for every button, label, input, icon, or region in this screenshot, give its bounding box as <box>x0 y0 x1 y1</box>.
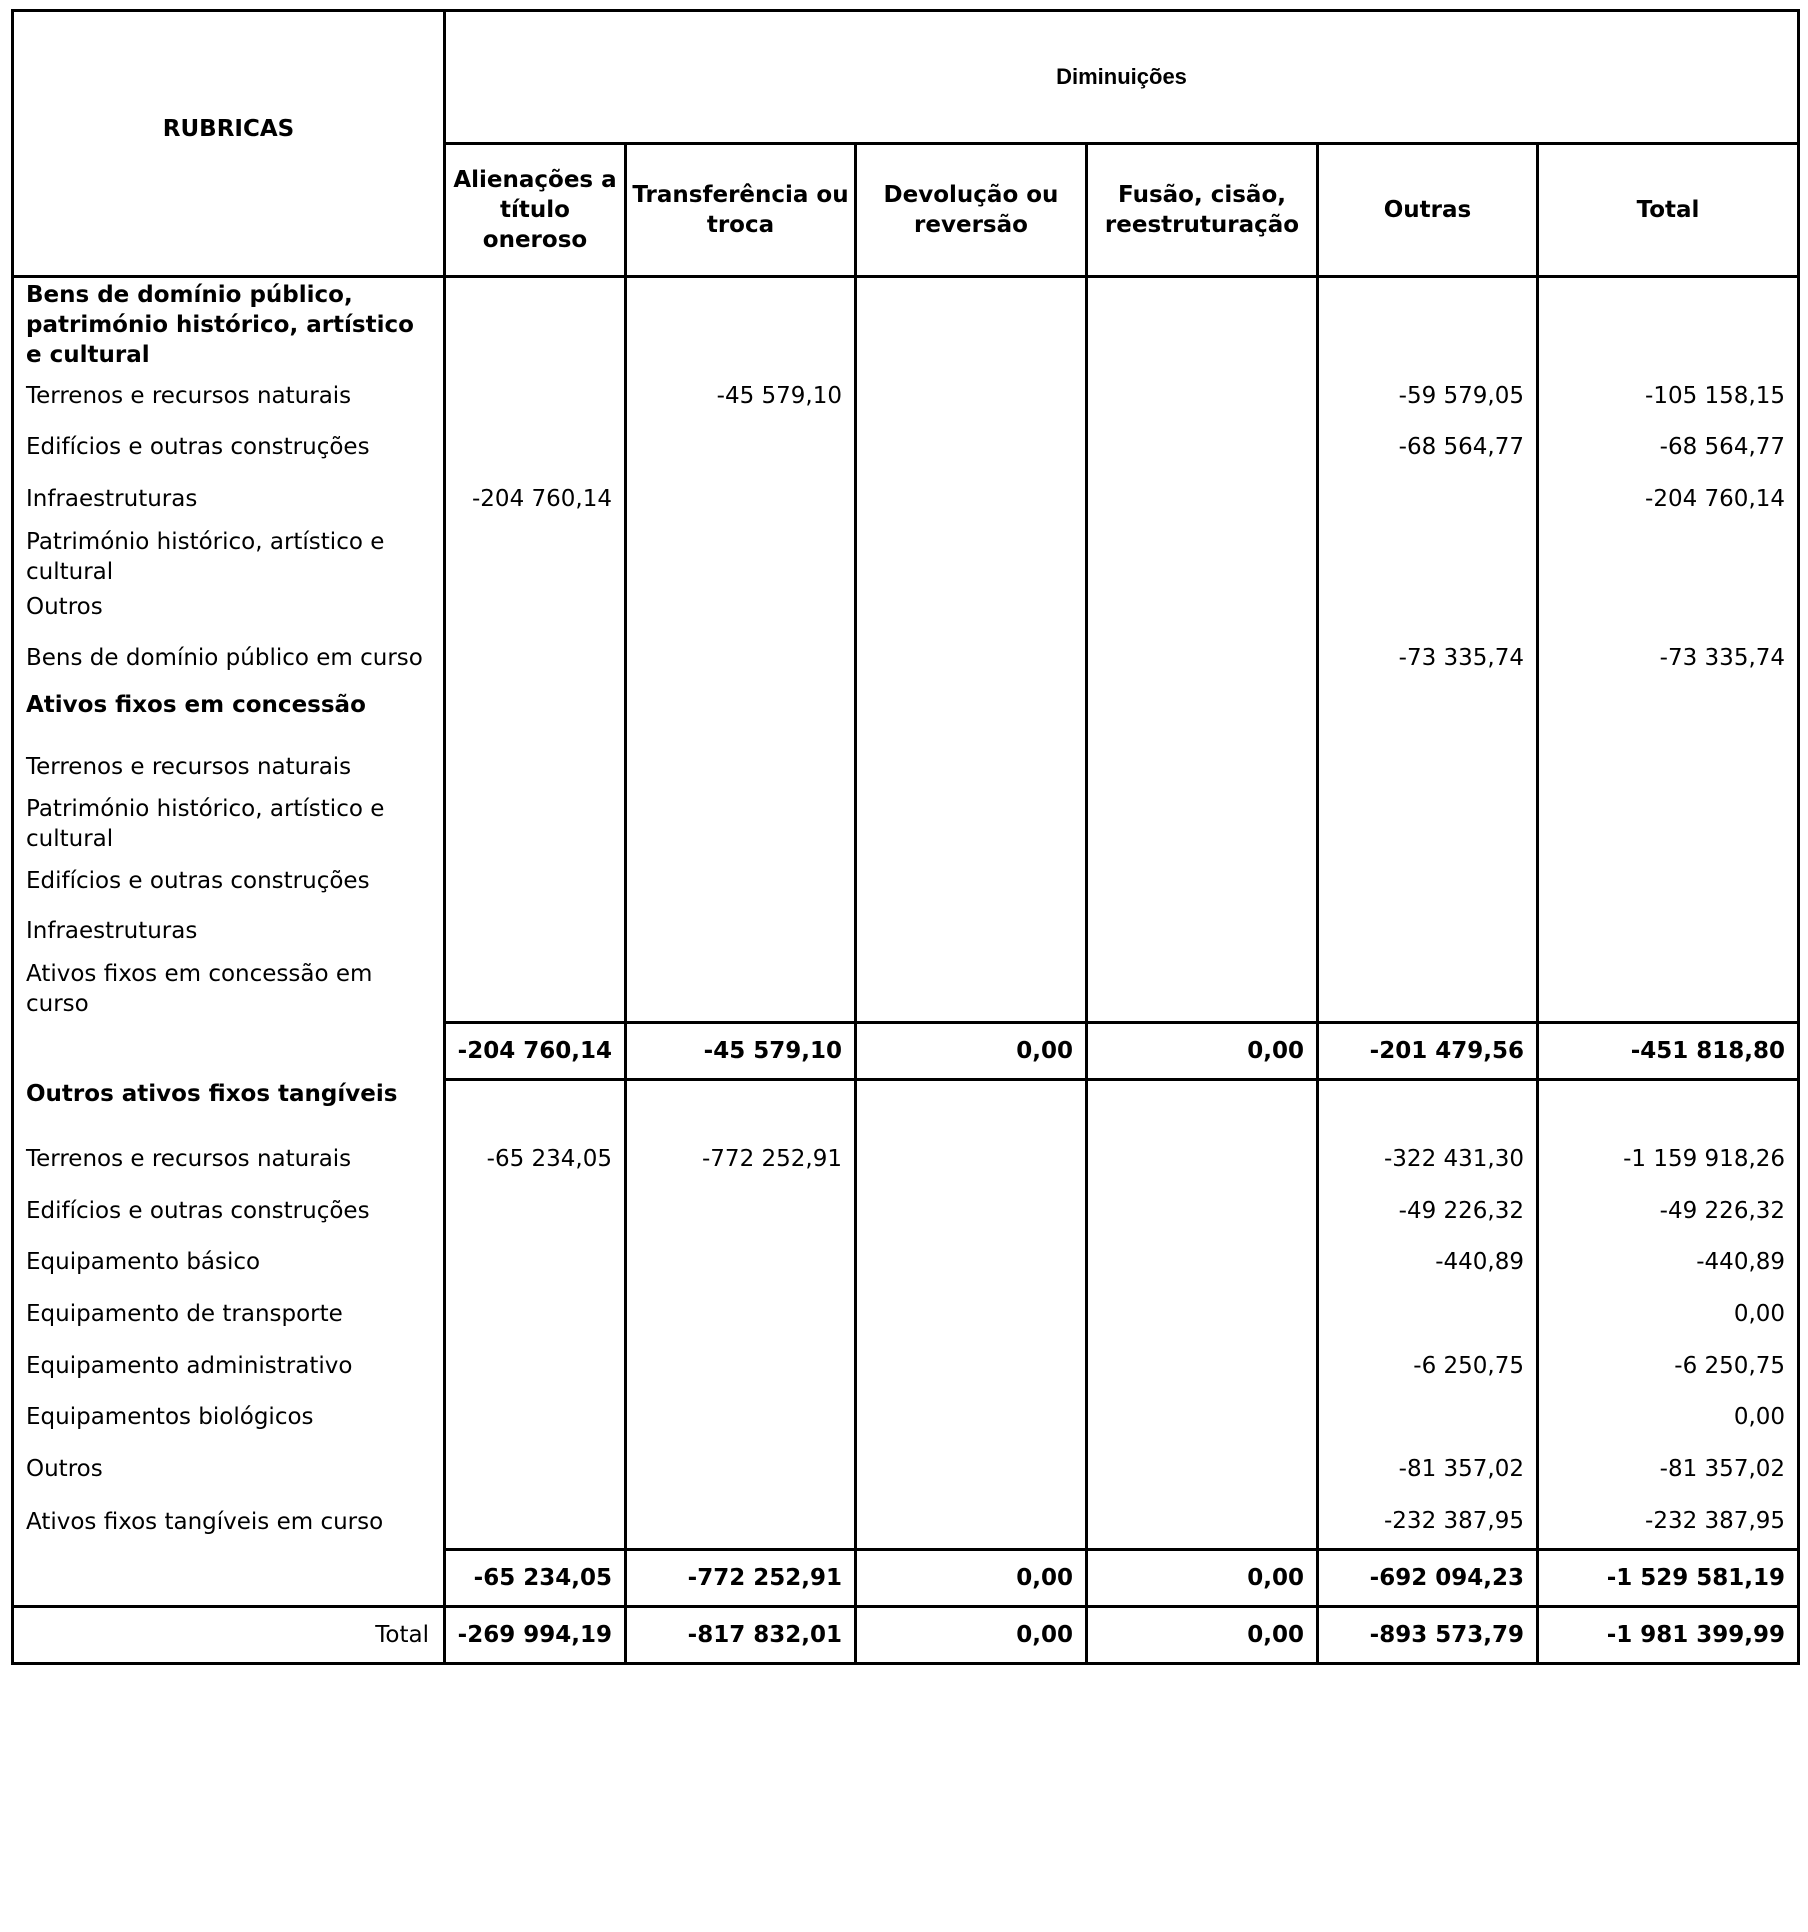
value-cell <box>445 906 626 956</box>
table-row <box>13 1443 1799 1495</box>
table-row <box>13 956 1799 1022</box>
table-row <box>13 1391 1799 1443</box>
value-cell <box>1087 588 1318 626</box>
value-cell: -440,89 <box>1538 1237 1799 1287</box>
value-cell <box>1087 1287 1318 1341</box>
value-cell: -440,89 <box>1318 1237 1538 1287</box>
value-cell: -68 564,77 <box>1538 422 1799 472</box>
value-cell <box>1087 1495 1318 1549</box>
value-cell <box>1087 906 1318 956</box>
total-value: 0,00 <box>856 1606 1087 1663</box>
value-cell <box>856 1287 1087 1341</box>
table-body <box>13 277 1799 1664</box>
value-cell: -232 387,95 <box>1538 1495 1799 1549</box>
value-cell <box>626 1185 856 1237</box>
total-label: Total <box>13 1606 445 1663</box>
value-cell <box>1087 1341 1318 1391</box>
header-alienacoes: Alienações a título oneroso <box>445 144 626 277</box>
row-label: Edifícios e outras construções <box>13 856 445 906</box>
value-cell <box>1087 626 1318 690</box>
value-cell <box>626 1391 856 1443</box>
empty-cell <box>1087 1079 1318 1133</box>
subtotal-value: 0,00 <box>1087 1022 1318 1079</box>
section-title-row <box>13 277 1799 371</box>
row-label: Terrenos e recursos naturais <box>13 742 445 792</box>
value-cell: -322 431,30 <box>1318 1133 1538 1185</box>
row-label: Equipamentos biológicos <box>13 1391 445 1443</box>
value-cell: -1 159 918,26 <box>1538 1133 1799 1185</box>
header-devolucao: Devolução ou reversão <box>856 144 1087 277</box>
value-cell <box>1087 1391 1318 1443</box>
value-cell <box>1318 526 1538 588</box>
value-cell: -81 357,02 <box>1318 1443 1538 1495</box>
value-cell <box>856 588 1087 626</box>
value-cell: -204 760,14 <box>1538 472 1799 526</box>
empty-cell <box>1538 1079 1799 1133</box>
subtotal-value: 0,00 <box>856 1022 1087 1079</box>
subtotal-label-cell <box>13 1549 445 1606</box>
value-cell <box>1087 856 1318 906</box>
section-title-row <box>13 690 1799 742</box>
subtotal-value: -692 094,23 <box>1318 1549 1538 1606</box>
header-total: Total <box>1538 144 1799 277</box>
value-cell <box>445 1237 626 1287</box>
total-value: -893 573,79 <box>1318 1606 1538 1663</box>
subtotal-value: -65 234,05 <box>445 1549 626 1606</box>
value-cell <box>626 1287 856 1341</box>
value-cell <box>1087 1133 1318 1185</box>
subtotal-value: 0,00 <box>856 1549 1087 1606</box>
value-cell <box>856 956 1087 1022</box>
table-row <box>13 370 1799 422</box>
empty-cell <box>1318 277 1538 371</box>
value-cell <box>1087 1443 1318 1495</box>
value-cell: -73 335,74 <box>1538 626 1799 690</box>
empty-cell <box>626 690 856 742</box>
table-row <box>13 626 1799 690</box>
total-row <box>13 1606 1799 1663</box>
value-cell <box>445 370 626 422</box>
diminuicoes-table <box>11 9 1800 1665</box>
value-cell: -204 760,14 <box>445 472 626 526</box>
row-label: Ativos fixos tangíveis em curso <box>13 1495 445 1549</box>
value-cell <box>1538 742 1799 792</box>
empty-cell <box>1538 277 1799 371</box>
subtotal-value: -201 479,56 <box>1318 1022 1538 1079</box>
value-cell <box>856 472 1087 526</box>
table-row <box>13 1341 1799 1391</box>
value-cell <box>626 906 856 956</box>
value-cell: -73 335,74 <box>1318 626 1538 690</box>
value-cell <box>626 1237 856 1287</box>
section-title: Outros ativos fixos tangíveis <box>13 1079 445 1133</box>
value-cell: 0,00 <box>1538 1391 1799 1443</box>
value-cell <box>445 956 626 1022</box>
table-row <box>13 526 1799 588</box>
row-label: Património histórico, artístico e cultural <box>13 792 445 856</box>
value-cell <box>856 370 1087 422</box>
value-cell <box>1087 526 1318 588</box>
row-label: Bens de domínio público em curso <box>13 626 445 690</box>
table-row <box>13 906 1799 956</box>
value-cell <box>856 1495 1087 1549</box>
row-label: Outros <box>13 588 445 626</box>
empty-cell <box>445 690 626 742</box>
value-cell <box>445 856 626 906</box>
empty-cell <box>1087 277 1318 371</box>
value-cell <box>1538 792 1799 856</box>
value-cell: -59 579,05 <box>1318 370 1538 422</box>
value-cell <box>626 588 856 626</box>
value-cell <box>1087 472 1318 526</box>
header-rubricas: RUBRICAS <box>13 11 445 277</box>
value-cell <box>1318 588 1538 626</box>
value-cell <box>1318 1287 1538 1341</box>
value-cell <box>1087 1237 1318 1287</box>
value-cell <box>626 1495 856 1549</box>
value-cell <box>445 1495 626 1549</box>
value-cell <box>1087 1185 1318 1237</box>
value-cell <box>1087 742 1318 792</box>
value-cell <box>445 588 626 626</box>
value-cell <box>856 742 1087 792</box>
value-cell <box>1538 956 1799 1022</box>
subtotal-value: -451 818,80 <box>1538 1022 1799 1079</box>
value-cell: -68 564,77 <box>1318 422 1538 472</box>
value-cell <box>626 1443 856 1495</box>
empty-cell <box>445 1079 626 1133</box>
row-label: Infraestruturas <box>13 472 445 526</box>
subtotal-label-cell <box>13 1022 445 1079</box>
empty-cell <box>626 277 856 371</box>
value-cell <box>1318 742 1538 792</box>
table-row <box>13 588 1799 626</box>
subtotal-value: -45 579,10 <box>626 1022 856 1079</box>
value-cell <box>445 1443 626 1495</box>
value-cell <box>856 1237 1087 1287</box>
value-cell: -6 250,75 <box>1538 1341 1799 1391</box>
value-cell <box>856 422 1087 472</box>
value-cell <box>1318 792 1538 856</box>
empty-cell <box>1318 1079 1538 1133</box>
value-cell: -81 357,02 <box>1538 1443 1799 1495</box>
row-label: Edifícios e outras construções <box>13 1185 445 1237</box>
row-label: Património histórico, artístico e cultural <box>13 526 445 588</box>
table-row <box>13 422 1799 472</box>
total-value: -1 981 399,99 <box>1538 1606 1799 1663</box>
header-outras: Outras <box>1318 144 1538 277</box>
value-cell <box>1087 956 1318 1022</box>
value-cell <box>626 742 856 792</box>
header-diminuicoes: Diminuições <box>445 11 1799 144</box>
value-cell <box>626 422 856 472</box>
table-row <box>13 1133 1799 1185</box>
subtotal-row <box>13 1549 1799 1606</box>
value-cell: -6 250,75 <box>1318 1341 1538 1391</box>
value-cell <box>626 956 856 1022</box>
value-cell <box>626 792 856 856</box>
value-cell <box>856 1391 1087 1443</box>
table-header <box>13 11 1799 277</box>
value-cell <box>626 856 856 906</box>
value-cell: -49 226,32 <box>1538 1185 1799 1237</box>
value-cell <box>1538 526 1799 588</box>
row-label: Equipamento básico <box>13 1237 445 1287</box>
value-cell <box>1318 906 1538 956</box>
value-cell <box>626 472 856 526</box>
empty-cell <box>1318 690 1538 742</box>
value-cell <box>1318 1391 1538 1443</box>
subtotal-value: -204 760,14 <box>445 1022 626 1079</box>
value-cell: -105 158,15 <box>1538 370 1799 422</box>
row-label: Edifícios e outras construções <box>13 422 445 472</box>
value-cell <box>445 1287 626 1341</box>
value-cell <box>445 792 626 856</box>
value-cell: -49 226,32 <box>1318 1185 1538 1237</box>
row-label: Equipamento administrativo <box>13 1341 445 1391</box>
section-title: Ativos fixos em concessão <box>13 690 445 742</box>
value-cell <box>445 1341 626 1391</box>
table-row <box>13 1185 1799 1237</box>
value-cell <box>445 422 626 472</box>
table-row <box>13 1495 1799 1549</box>
empty-cell <box>1538 690 1799 742</box>
row-label: Ativos fixos em concessão em curso <box>13 956 445 1022</box>
header-fusao: Fusão, cisão, reestruturação <box>1087 144 1318 277</box>
value-cell <box>856 1133 1087 1185</box>
row-label: Infraestruturas <box>13 906 445 956</box>
value-cell <box>445 742 626 792</box>
section-title-row <box>13 1079 1799 1133</box>
value-cell <box>1538 588 1799 626</box>
row-label: Outros <box>13 1443 445 1495</box>
value-cell <box>445 1185 626 1237</box>
value-cell <box>856 526 1087 588</box>
empty-cell <box>856 690 1087 742</box>
table-row <box>13 1287 1799 1341</box>
value-cell <box>445 526 626 588</box>
row-label: Terrenos e recursos naturais <box>13 1133 445 1185</box>
value-cell <box>626 526 856 588</box>
value-cell <box>856 856 1087 906</box>
table-row <box>13 742 1799 792</box>
value-cell: -45 579,10 <box>626 370 856 422</box>
empty-cell <box>445 277 626 371</box>
value-cell <box>856 1443 1087 1495</box>
table-row <box>13 472 1799 526</box>
table-row <box>13 1237 1799 1287</box>
value-cell <box>1318 856 1538 906</box>
value-cell <box>1087 422 1318 472</box>
total-value: -817 832,01 <box>626 1606 856 1663</box>
row-label: Equipamento de transporte <box>13 1287 445 1341</box>
subtotal-value: -1 529 581,19 <box>1538 1549 1799 1606</box>
value-cell <box>626 626 856 690</box>
value-cell <box>1087 370 1318 422</box>
empty-cell <box>856 1079 1087 1133</box>
total-value: -269 994,19 <box>445 1606 626 1663</box>
value-cell <box>856 1341 1087 1391</box>
value-cell: -772 252,91 <box>626 1133 856 1185</box>
section-title: Bens de domínio público, património histórico, artístico e cultural <box>13 277 445 371</box>
empty-cell <box>856 277 1087 371</box>
value-cell <box>856 1185 1087 1237</box>
value-cell <box>856 906 1087 956</box>
value-cell <box>1318 956 1538 1022</box>
value-cell: 0,00 <box>1538 1287 1799 1341</box>
value-cell <box>1087 792 1318 856</box>
subtotal-row <box>13 1022 1799 1079</box>
header-transferencia: Transferência ou troca <box>626 144 856 277</box>
subtotal-value: -772 252,91 <box>626 1549 856 1606</box>
row-label: Terrenos e recursos naturais <box>13 370 445 422</box>
table-row <box>13 856 1799 906</box>
value-cell <box>626 1341 856 1391</box>
value-cell <box>445 1391 626 1443</box>
value-cell <box>445 626 626 690</box>
table-row <box>13 792 1799 856</box>
value-cell: -232 387,95 <box>1318 1495 1538 1549</box>
total-value: 0,00 <box>1087 1606 1318 1663</box>
value-cell: -65 234,05 <box>445 1133 626 1185</box>
value-cell <box>856 626 1087 690</box>
empty-cell <box>1087 690 1318 742</box>
value-cell <box>1538 906 1799 956</box>
value-cell <box>856 792 1087 856</box>
value-cell <box>1318 472 1538 526</box>
empty-cell <box>626 1079 856 1133</box>
value-cell <box>1538 856 1799 906</box>
subtotal-value: 0,00 <box>1087 1549 1318 1606</box>
